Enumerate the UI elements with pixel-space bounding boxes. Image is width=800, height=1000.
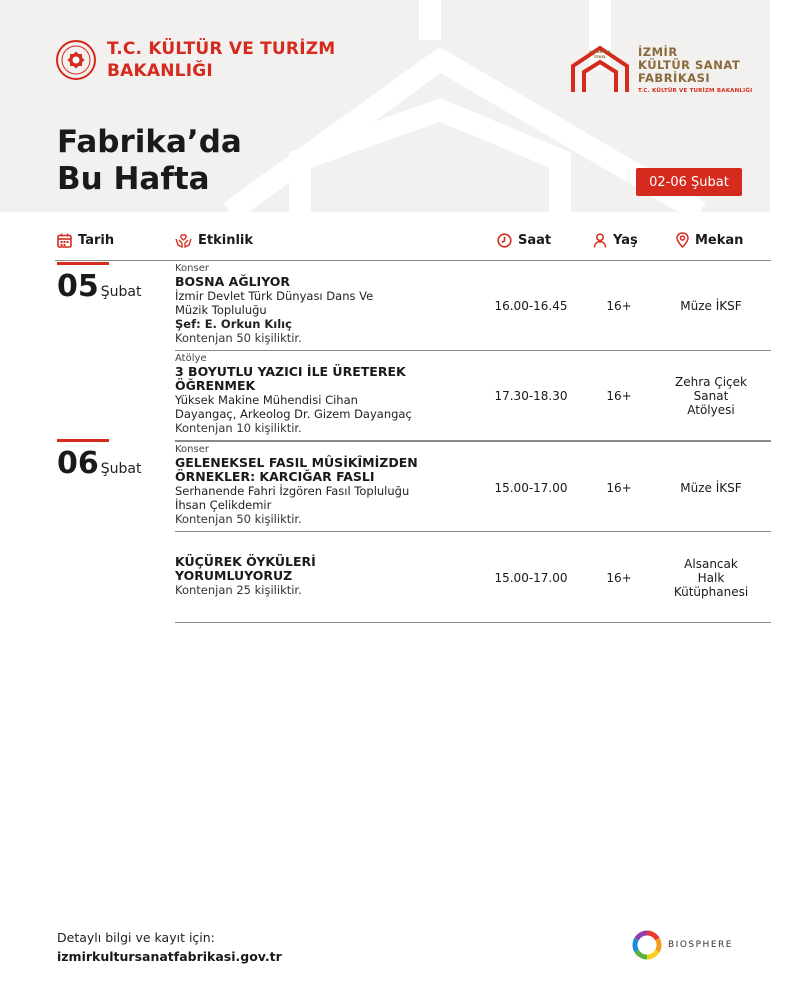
event-category: Konser [175,444,209,455]
factory-mark-icon [570,40,630,94]
location-pin-icon [676,232,689,248]
brand-logo [570,40,752,94]
ministry-logo [55,38,335,82]
event-capacity: Kontenjan 10 kişiliktir. [175,421,302,435]
event-venue [655,375,767,417]
calendar-icon [57,233,72,248]
day-month: Şubat [100,461,142,477]
event-details [175,263,475,345]
day-accent-bar [57,262,109,265]
column-header-date-label: Tarih [78,232,115,248]
biosphere-label: BIOSPHERE [668,940,733,950]
event-venue-line: Atölyesi [687,403,735,417]
hands-heart-icon [175,233,192,248]
event-venue-line: Kütüphanesi [673,585,749,599]
event-capacity: Kontenjan 50 kişiliktir. [175,512,302,526]
event-capacity: Kontenjan 25 kişiliktir. [175,583,302,597]
event-age: 16+ [606,299,632,313]
biosphere-logo [632,930,733,960]
event-venue [655,557,767,599]
day-block-06 [57,439,141,482]
footer-info [57,930,282,964]
column-header-event-label: Etkinlik [198,232,254,248]
event-description: Yüksek Makine Mühendisi Cihan [175,393,358,407]
footer-website-link[interactable]: izmirkultursanatfabrikasi.gov.tr [57,949,282,964]
event-venue-line: Müze İKSF [680,481,742,495]
event-description: İhsan Çelikdemir [175,498,272,512]
day-month: Şubat [100,284,142,300]
event-title: KÜÇÜREK ÖYKÜLERİ [175,554,316,569]
event-title: GELENEKSEL FASIL MÛSİKÎMİZDEN [175,455,418,470]
date-range-badge: 02-06 Şubat [636,168,742,196]
event-title: ÖĞRENMEK [175,378,256,393]
ministry-emblem-icon [55,39,97,81]
column-header-time-label: Saat [518,232,552,248]
event-venue-line: Alsancak [684,557,738,571]
event-conductor: Şef: E. Orkun Kılıç [175,317,292,331]
day-number: 05 [57,269,99,304]
event-row [175,351,771,441]
event-description: Müzik Topluluğu [175,303,267,317]
column-header-age [593,229,638,251]
brand-subtitle: T.C. KÜLTÜR VE TURİZM BAKANLIĞI [638,88,753,94]
brand-title-line2: KÜLTÜR SANAT [638,58,741,72]
event-description: İzmir Devlet Türk Dünyası Dans Ve [175,289,374,303]
event-category: Atölye [175,353,207,364]
event-row [175,441,771,532]
event-age: 16+ [606,481,632,495]
footer-label: Detaylı bilgi ve kayıt için: [57,930,215,945]
event-title: ÖRNEKLER: KARCIĞAR FASLI [175,469,375,484]
event-venue [655,299,767,313]
event-time: 15.00-17.00 [494,571,568,585]
event-details [175,353,475,435]
event-age: 16+ [606,389,632,403]
clock-icon [497,233,512,248]
column-header-time [497,229,551,251]
event-description: Dayangaç, Arkeolog Dr. Gizem Dayangaç [175,407,412,421]
column-header-age-label: Yaş [613,232,638,248]
column-header-event [175,229,253,251]
ministry-name [107,38,335,82]
brand-title-line1: İZMİR [638,45,678,59]
event-venue-line: Zehra Çiçek [675,375,747,389]
event-title: BOSNA AĞLIYOR [175,274,291,289]
event-time: 16.00-16.45 [494,299,568,313]
column-header-date [57,229,114,251]
page-title-line2: Bu Hafta [57,161,210,197]
brand-title-line3: FABRİKASI [638,71,711,85]
event-title: YORUMLUYORUZ [175,568,293,583]
day-number: 06 [57,446,99,481]
biosphere-ring-icon [632,930,662,960]
event-venue-line: Sanat [693,389,729,403]
person-icon [593,233,607,248]
event-capacity: Kontenjan 50 kişiliktir. [175,331,302,345]
event-row [175,261,771,351]
ministry-name-line2: BAKANLIĞI [107,61,213,81]
event-row [175,532,771,623]
page-title-line1: Fabrika’da [57,124,242,160]
event-time: 15.00-17.00 [494,481,568,495]
page-title [57,124,242,198]
event-venue-line: Halk [697,571,725,585]
event-time: 17.30-18.30 [494,389,568,403]
day-accent-bar [57,439,109,442]
brand-mark-text-2: TEKEL [593,55,607,59]
event-details [175,555,475,597]
event-venue [655,481,767,495]
event-age: 16+ [606,571,632,585]
event-title: 3 BOYUTLU YAZICI İLE ÜRETEREK [175,364,406,379]
column-header-venue [676,229,743,251]
event-category: Konser [175,263,209,274]
column-header-venue-label: Mekan [695,232,744,248]
brand-mark-text-1: ALSANCAK [589,50,611,54]
event-venue-line: Müze İKSF [680,299,742,313]
event-details [175,444,475,526]
ministry-name-line1: T.C. KÜLTÜR VE TURİZM [107,39,336,59]
day-block-05 [57,262,141,305]
event-description: Serhanende Fahri İzgören Fasıl Topluluğu [175,484,410,498]
